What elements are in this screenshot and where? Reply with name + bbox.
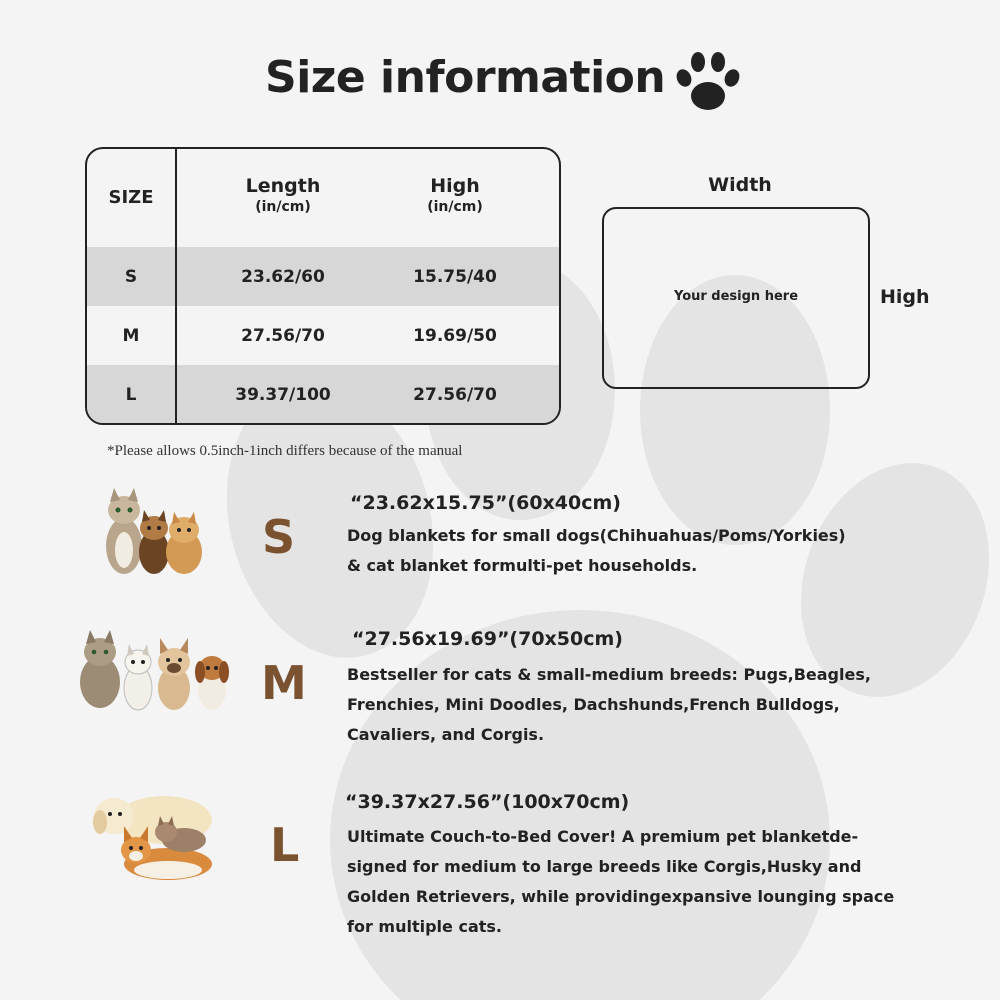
description-line: Golden Retrievers, while providingexpansive lounging space [347, 887, 895, 906]
header-high-unit: (in/cm) [427, 199, 483, 215]
description-line: signed for medium to large breeds like Corgis,Husky and [347, 857, 862, 876]
description-line: & cat blanket formulti-pet households. [347, 556, 698, 575]
header-length [195, 175, 371, 215]
cat-and-small-dogs-illustration [96, 484, 206, 578]
table-row [87, 306, 559, 365]
row-size: L [125, 384, 137, 405]
size-table [85, 147, 561, 425]
tolerance-note: *Please allows 0.5inch-1inch differs because of the manual [107, 443, 463, 459]
table-divider [175, 149, 177, 423]
description-line: Frenchies, Mini Doodles, Dachshunds,French Bulldogs, [347, 695, 840, 714]
row-length: 39.37/100 [235, 384, 331, 405]
section-s-description [347, 521, 846, 581]
row-size: M [122, 325, 140, 346]
table-row [87, 247, 559, 306]
golden-retriever-corgi-cat-illustration [84, 784, 216, 888]
header-length-label: Length [245, 175, 321, 197]
row-high: 27.56/70 [413, 384, 497, 405]
header-high [371, 175, 539, 215]
cats-and-medium-dogs-illustration [74, 628, 232, 712]
section-m-heading: “27.56x19.69”(70x50cm) [352, 628, 623, 650]
size-letter-s: S [262, 510, 296, 564]
description-line: Bestseller for cats & small-medium breeds: Pugs,Beagles, [347, 665, 871, 684]
paw-print-icon [672, 48, 742, 116]
row-size: S [124, 266, 138, 287]
description-line: for multiple cats. [347, 917, 502, 936]
row-high: 19.69/50 [413, 325, 497, 346]
section-l-heading: “39.37x27.56”(100x70cm) [345, 791, 630, 813]
table-row [87, 365, 559, 424]
blanket-dimension-box [602, 207, 870, 389]
description-line: Ultimate Couch-to-Bed Cover! A premium pet blanketde- [347, 827, 859, 846]
section-s-heading: “23.62x15.75”(60x40cm) [350, 492, 621, 514]
design-placeholder-text: Your design here [673, 289, 799, 304]
high-label: High [880, 286, 930, 308]
row-length: 27.56/70 [241, 325, 325, 346]
section-m-description [347, 660, 871, 750]
header-high-label: High [430, 175, 480, 197]
section-l-description [347, 822, 894, 942]
description-line: Cavaliers, and Corgis. [347, 725, 545, 744]
page-title: Size information [265, 52, 666, 103]
size-letter-l: L [270, 818, 300, 872]
row-length: 23.62/60 [241, 266, 325, 287]
header-length-unit: (in/cm) [255, 199, 311, 215]
header-size: SIZE [108, 187, 154, 208]
description-line: Dog blankets for small dogs(Chihuahuas/Poms/Yorkies) [347, 526, 846, 545]
size-letter-m: M [261, 656, 307, 710]
row-high: 15.75/40 [413, 266, 497, 287]
table-header [87, 149, 559, 247]
width-label: Width [708, 174, 772, 196]
